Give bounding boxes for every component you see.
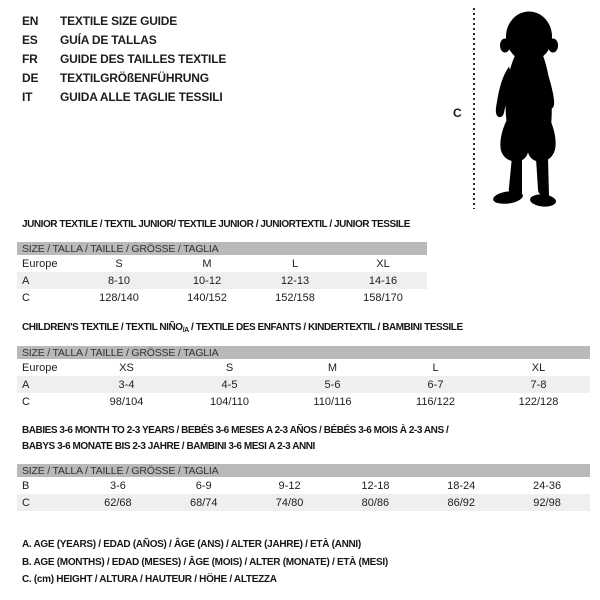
table-cell: L [432,361,439,374]
guide-title-fr: GUIDE DES TAILLES TEXTILE [60,51,227,66]
size-table-header: SIZE / TALLA / TAILLE / GRÖSSE / TAGLIA [17,242,427,255]
row-label: A [22,274,30,287]
table-cell: 80/86 [361,496,390,509]
table-cell: 140/152 [187,291,227,304]
size-table-header: SIZE / TALLA / TAILLE / GRÖSSE / TAGLIA [17,346,590,359]
language-code: DE [22,70,39,85]
table-row-age-months [17,477,590,494]
table-cell: 12-13 [280,274,310,287]
language-code: ES [22,32,38,47]
table-cell: 128/140 [99,291,139,304]
table-cell: 9-12 [278,479,301,492]
table-cell: 8-10 [107,274,131,287]
language-row-en [22,11,226,30]
language-code: EN [22,13,39,28]
babies-size-table [17,464,590,511]
row-label: Europe [22,257,58,270]
table-cell: L [291,257,299,270]
table-cell: XL [531,361,546,374]
babies-table-title-line1: BABIES 3-6 MONTH TO 2-3 YEARS / BEBÉS 3-6 MESES A 2-3 AÑOS / BÉBÉS 3-6 MOIS À 2-3 ANS / [22,425,449,436]
table-row-height [17,289,427,306]
table-cell: S [115,257,123,270]
row-label: C [22,395,30,408]
table-cell: 5-6 [324,378,341,391]
table-cell: XL [376,257,390,270]
children-size-table [17,346,590,410]
table-cell: 110/116 [313,395,352,408]
baby-silhouette-icon [484,9,576,210]
table-cell: 3-6 [109,479,126,492]
children-table-title [22,322,463,334]
table-cell: 152/158 [275,291,315,304]
row-label: C [22,291,30,304]
language-row-de [22,68,226,87]
table-cell: 74/80 [275,496,304,509]
language-row-fr [22,49,226,68]
guide-title-de: TEXTILGRÖßENFÜHRUNG [60,70,209,85]
table-cell: XS [119,361,134,374]
table-cell: 158/170 [363,291,403,304]
table-cell: 116/122 [416,395,455,408]
table-cell: 104/110 [210,395,249,408]
height-measure-dotted-line [473,8,475,209]
table-cell: 3-4 [118,378,135,391]
junior-size-table [17,242,427,306]
legend-age-months: B. AGE (MONTHS) / EDAD (MESES) / ÂGE (MOIS) / ALTER (MONATE) / ETÀ (MESI) [22,556,388,568]
table-cell: S [225,361,234,374]
language-row-it [22,87,226,106]
table-cell: 68/74 [189,496,218,509]
row-label: A [22,378,30,391]
row-label: C [22,496,30,509]
table-cell: 92/98 [533,496,561,509]
babies-table-title-line2: BABYS 3-6 MONATE BIS 2-3 JAHRE / BAMBINI 3-6 MESI A 2-3 ANNI [22,441,315,452]
table-cell: 6-7 [427,378,444,391]
height-measure-label: C [453,106,462,120]
table-row-europe [17,255,427,272]
table-cell: 98/104 [109,395,144,408]
table-cell: 24-36 [532,479,562,492]
table-cell: 12-18 [361,479,390,492]
table-row-age [17,376,590,393]
table-row-height [17,393,590,410]
table-cell: 10-12 [192,274,222,287]
table-cell: 18-24 [447,479,476,492]
table-row-europe [17,359,590,376]
table-cell: M [202,257,212,270]
table-cell: 122/128 [518,395,559,408]
legend-height: C. (cm) HEIGHT / ALTURA / HAUTEUR / HÖHE / ALTEZZA [22,574,277,585]
row-label: Europe [22,361,58,374]
table-cell: 6-9 [195,479,212,492]
table-row-height [17,494,590,511]
table-cell: 7-8 [530,378,547,391]
legend-block [22,536,388,589]
row-label: B [22,479,30,492]
language-code: FR [22,51,38,66]
guide-title-es: GUÍA DE TALLAS [60,32,157,47]
size-table-header: SIZE / TALLA / TAILLE / GRÖSSE / TAGLIA [17,464,590,477]
language-row-es [22,30,226,49]
table-cell: 86/92 [447,496,475,509]
children-title-sub: /A [182,327,189,334]
language-title-block [22,11,226,106]
junior-table-title: JUNIOR TEXTILE / TEXTIL JUNIOR/ TEXTILE JUNIOR / JUNIORTEXTIL / JUNIOR TESSILE [22,219,410,230]
guide-title-en: TEXTILE SIZE GUIDE [60,13,178,28]
table-cell: 62/68 [104,496,132,509]
table-cell: 4-5 [221,378,238,391]
children-title-part: / TEXTILE DES ENFANTS / KINDERTEXTIL / BAMBINI TESSILE [188,322,463,333]
children-title-part: CHILDREN'S TEXTILE / TEXTIL NIÑO [22,322,183,333]
guide-title-it: GUIDA ALLE TAGLIE TESSILI [60,89,223,104]
language-code: IT [22,89,33,104]
table-cell: 14-16 [368,274,398,287]
table-cell: M [327,361,338,374]
table-row-age [17,272,427,289]
legend-age-years: A. AGE (YEARS) / EDAD (AÑOS) / ÂGE (ANS) / ALTER (JAHRE) / ETÀ (ANNI) [22,539,361,550]
